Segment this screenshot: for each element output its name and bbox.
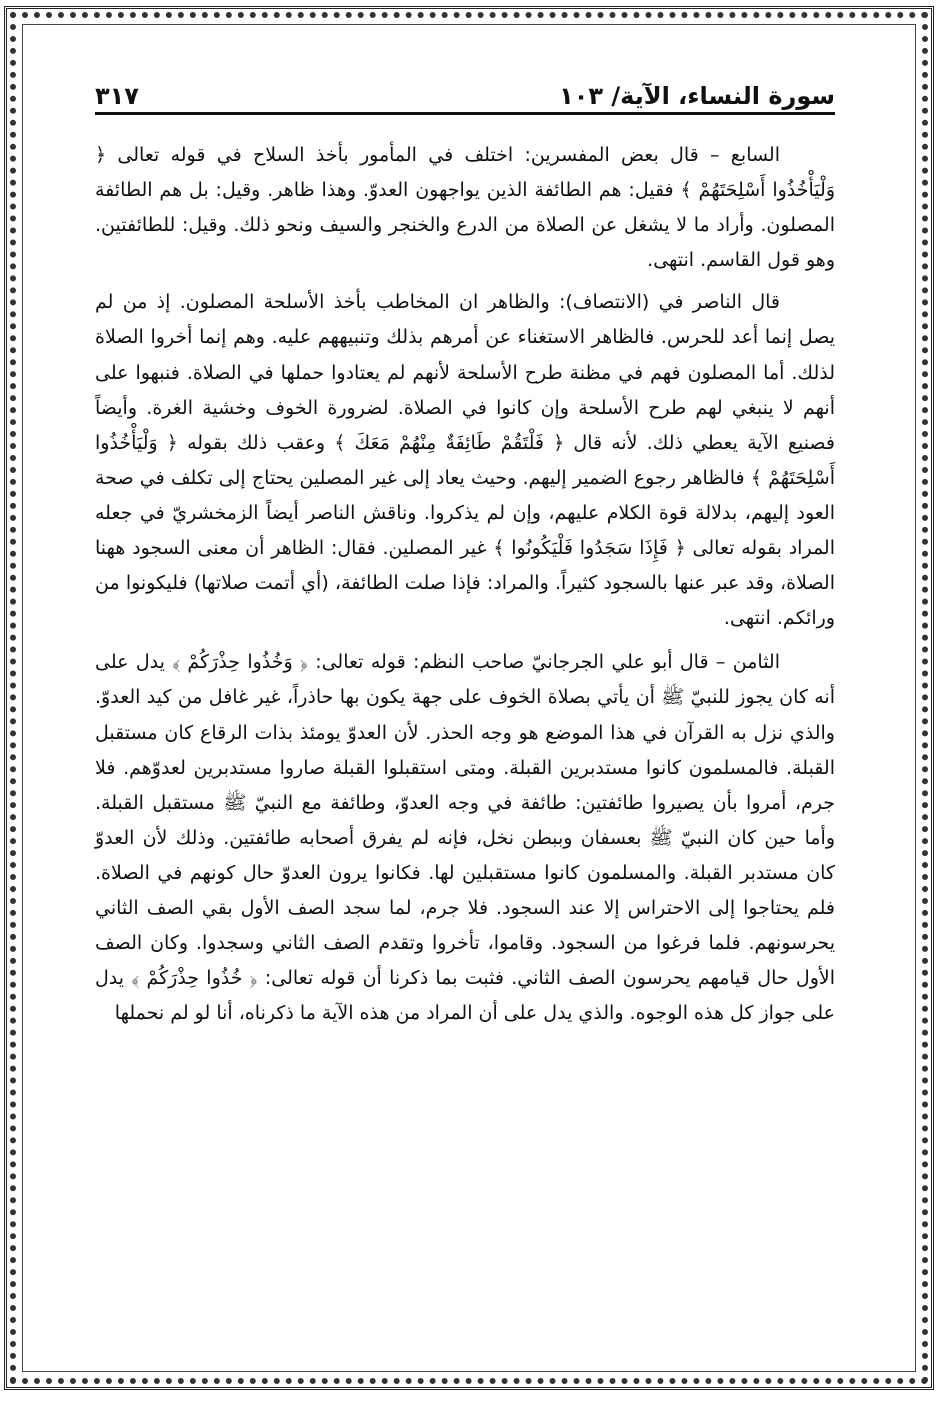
header-rule xyxy=(95,112,835,115)
paragraph: قال الناصر في (الانتصاف): والظاهر ان المخاطب بأخذ الأسلحة المصلون. إذ من لم يصل إنما أعد للحرس. فالظاهر الاستغناء عن أمرهم بذلك وتنبيههم عليه. وهم إنما أخروا الصلاة لذلك. أما المصلون فهم في مظنة طرح الأسلحة لأنهم لم يعتادوا حملها في الصلاة. فنبهوا على أنهم لا ينبغي لهم طرح الأسلحة وإن كانوا في الصلاة. لضرورة الخوف وخشية الغرة. وأيضاً فصنيع الآية يعطي ذلك. لأنه قال ﴿ فَلْتَقُمْ طَائِفَةٌ مِنْهُمْ مَعَكَ ﴾ وعقب ذلك بقوله ﴿ وَلْيَأْخُذُوا أَسْلِحَتَهُمْ ﴾ فالظاهر رجوع الضمير إليهم. وحيث يعاد إلى غير المصلين يحتاج إلى تكلف في صحة العود إليهم، بدلالة قوة الكلام عليهم، وإن لم يذكروا. وناقش الناصر أيضاً الزمخشريّ في جعله المراد بقوله تعالى ﴿ فَإِذَا سَجَدُوا فَلْيَكُونُوا ﴾ غير المصلين. فقال: الظاهر أن معنى السجود ههنا الصلاة، وقد عبر عنها بالسجود كثيراً. والمراد: فإذا صلت الطائفة، (أي أتمت صلاتها) فليكونوا من ورائكم. انتهى. xyxy=(95,291,835,630)
body-text xyxy=(95,138,835,1035)
page-number: ٣١٧ xyxy=(95,82,139,110)
paragraph: الثامن – قال أبو علي الجرجانيّ صاحب النظم: قوله تعالى: ﴿ وَخُذُوا حِذْرَكُمْ ﴾ يدل على أنه كان يجوز للنبيّ ﷺ أن يأتي بصلاة الخوف على جهة يكون بها حاذراً، غير غافل من كيد العدوّ. والذي نزل به القرآن في هذا الموضع هو وجه الحذر. لأن العدوّ يومئذ بذات الرقاع كان مستقبل القبلة. فالمسلمون كانوا مستدبرين القبلة. ومتى استقبلوا القبلة صاروا مستدبرين لعدوّهم. فلا جرم، أمروا بأن يصيروا طائفتين: طائفة في وجه العدوّ، وطائفة مع النبيّ ﷺ مستقبل القبلة. وأما حين كان النبيّ ﷺ بعسفان وببطن نخل، فإنه لم يفرق أصحابه طائفتين. وذلك لأن العدوّ كان مستدبر القبلة. والمسلمون كانوا مستقبلين لها. فكانوا يرون العدوّ حال كونهم في الصلاة. فلم يحتاجوا إلى الاحتراس إلا عند السجود. فلا جرم، لما سجد الصف الأول بقي الصف الثاني يحرسونهم. فلما فرغوا من السجود. وقاموا، تأخروا وتقدم الصف الثاني وسجدوا. وكان الصف الأول حال قيامهم يحرسون الصف الثاني. فثبت بما ذكرنا أن قوله تعالى: ﴿ خُذُوا حِذْرَكُمْ ﴾ يدل على جواز كل هذه الوجوه. والذي يدل على أن المراد من هذه الآية ما ذكرناه، أنا لو لم نحملها xyxy=(95,651,835,1025)
running-title: سورة النساء، الآية/ ١٠٣ xyxy=(559,82,835,110)
running-header xyxy=(95,70,835,110)
paragraph: السابع – قال بعض المفسرين: اختلف في المأمور بأخذ السلاح في قوله تعالى ﴿ وَلْيَأْخُذُوا أَسْلِحَتَهُمْ ﴾ فقيل: هم الطائفة الذين يواجهون العدوّ. وهذا ظاهر. وقيل: بل هم الطائفة المصلون. وأراد ما لا يشغل عن الصلاة من الدرع والخنجر والسيف ونحو ذلك. وقيل: للطائفتين. وهو قول القاسم. انتهى. xyxy=(95,144,835,272)
